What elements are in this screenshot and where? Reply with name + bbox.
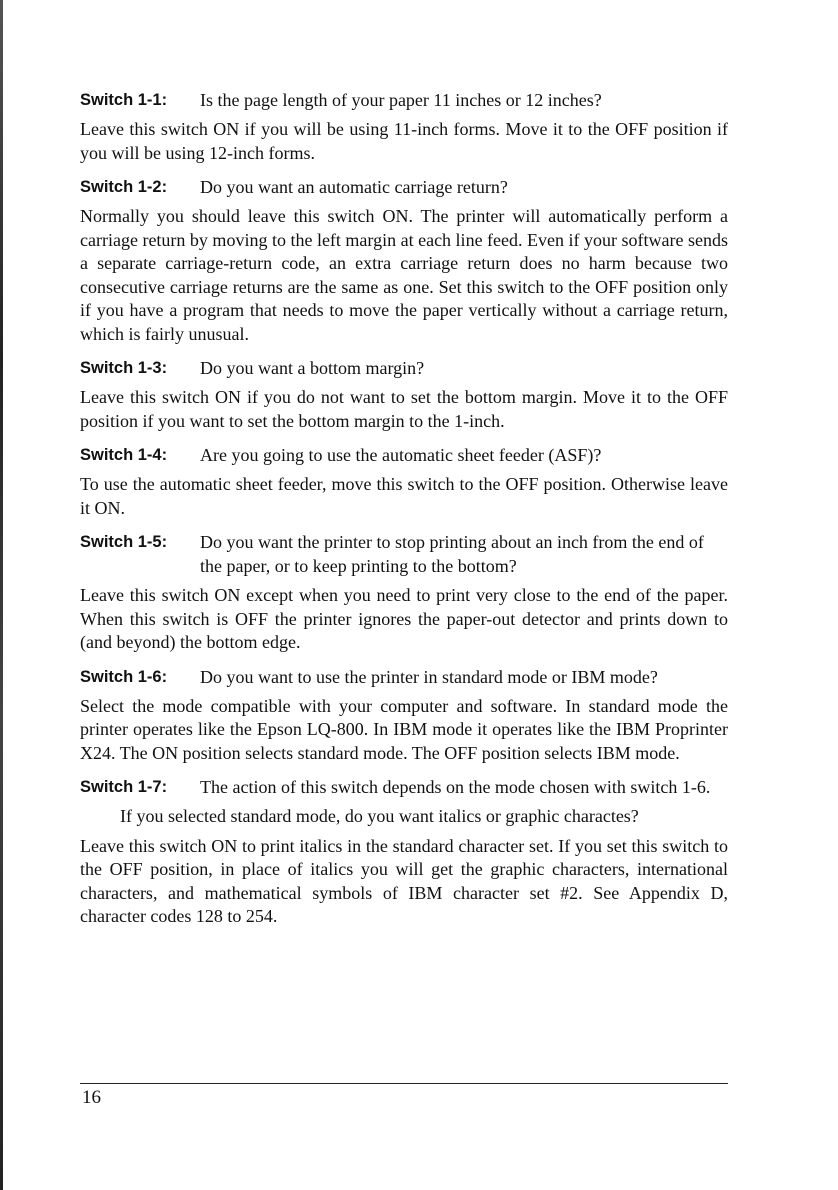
page-number: 16 <box>82 1087 101 1108</box>
switch-label: Switch 1-5: <box>80 533 168 551</box>
switch-1-2-description: Normally you should leave this switch ON. The printer will automatically perform a carriage return by moving to the left margin at each line feed. Even if your software sends a separate carriage-return code, an extra carriage return does no harm because two consecutive carriage returns are the same as one. Set this switch to the OFF position only if you have a program that needs to move the paper vertically without a carriage return, which is fairly unusual. <box>80 206 728 344</box>
switch-1-4-heading <box>80 443 728 467</box>
switch-question: The action of this switch depends on the mode chosen with switch 1-6. <box>200 777 711 797</box>
switch-1-5-heading <box>80 530 728 578</box>
switch-label: Switch 1-3: <box>80 359 168 377</box>
switch-label: Switch 1-1: <box>80 91 168 109</box>
switch-label: Switch 1-6: <box>80 667 168 686</box>
switch-1-4-description: To use the automatic sheet feeder, move this switch to the OFF position. Otherwise leave it ON. <box>80 474 728 518</box>
switch-question: Do you want the printer to stop printing about an inch from the end of the paper, or to keep printing to the bottom? <box>200 532 704 576</box>
switch-1-7-heading <box>80 775 728 799</box>
page-content <box>80 88 728 929</box>
switch-question: Is the page length of your paper 11 inches or 12 inches? <box>200 90 602 110</box>
switch-1-7-description: Leave this switch ON to print italics in the standard character set. If you set this switch to the OFF position, in place of italics you will get the graphic characters, international characters, and mathematical symbols of IBM character set #2. See Appendix D, character codes 128 to 254. <box>80 835 728 926</box>
switch-1-3-description: Leave this switch ON if you do not want to set the bottom margin. Move it to the OFF position if you want to set the bottom margin to the 1-inch. <box>80 387 728 431</box>
switch-1-1-description: Leave this switch ON if you will be using 11-inch forms. Move it to the OFF position if you will be using 12-inch forms. <box>80 119 728 163</box>
switch-label: Switch 1-2: <box>80 178 168 196</box>
switch-question: Are you going to use the automatic sheet feeder (ASF)? <box>200 445 602 465</box>
switch-label: Switch 1-7: <box>80 778 168 796</box>
switch-1-2-heading <box>80 175 728 199</box>
switch-question: Do you want a bottom margin? <box>200 358 425 378</box>
switch-1-6-heading <box>80 665 728 689</box>
scan-edge <box>0 0 3 1190</box>
switch-1-3-heading <box>80 356 728 380</box>
switch-1-6-description: Select the mode compatible with your computer and software. In standard mode the printer operates like the Epson LQ-800. In IBM mode it operates like the IBM Proprinter X24. The ON position selects standard mode. The OFF position selects IBM mode. <box>80 695 728 763</box>
footer-rule <box>80 1083 728 1084</box>
switch-label: Switch 1-4: <box>80 446 168 464</box>
switch-1-5-description: Leave this switch ON except when you need to print very close to the end of the paper. When this switch is OFF the printer ignores the paper-out detector and prints down to (and beyond) the bottom edge. <box>80 585 728 652</box>
switch-question: Do you want an automatic carriage return? <box>200 177 508 197</box>
switch-1-7-subquestion: If you selected standard mode, do you want italics or graphic charactes? <box>120 806 639 826</box>
switch-1-1-heading <box>80 88 728 112</box>
switch-question: Do you want to use the printer in standard mode or IBM mode? <box>200 666 658 687</box>
